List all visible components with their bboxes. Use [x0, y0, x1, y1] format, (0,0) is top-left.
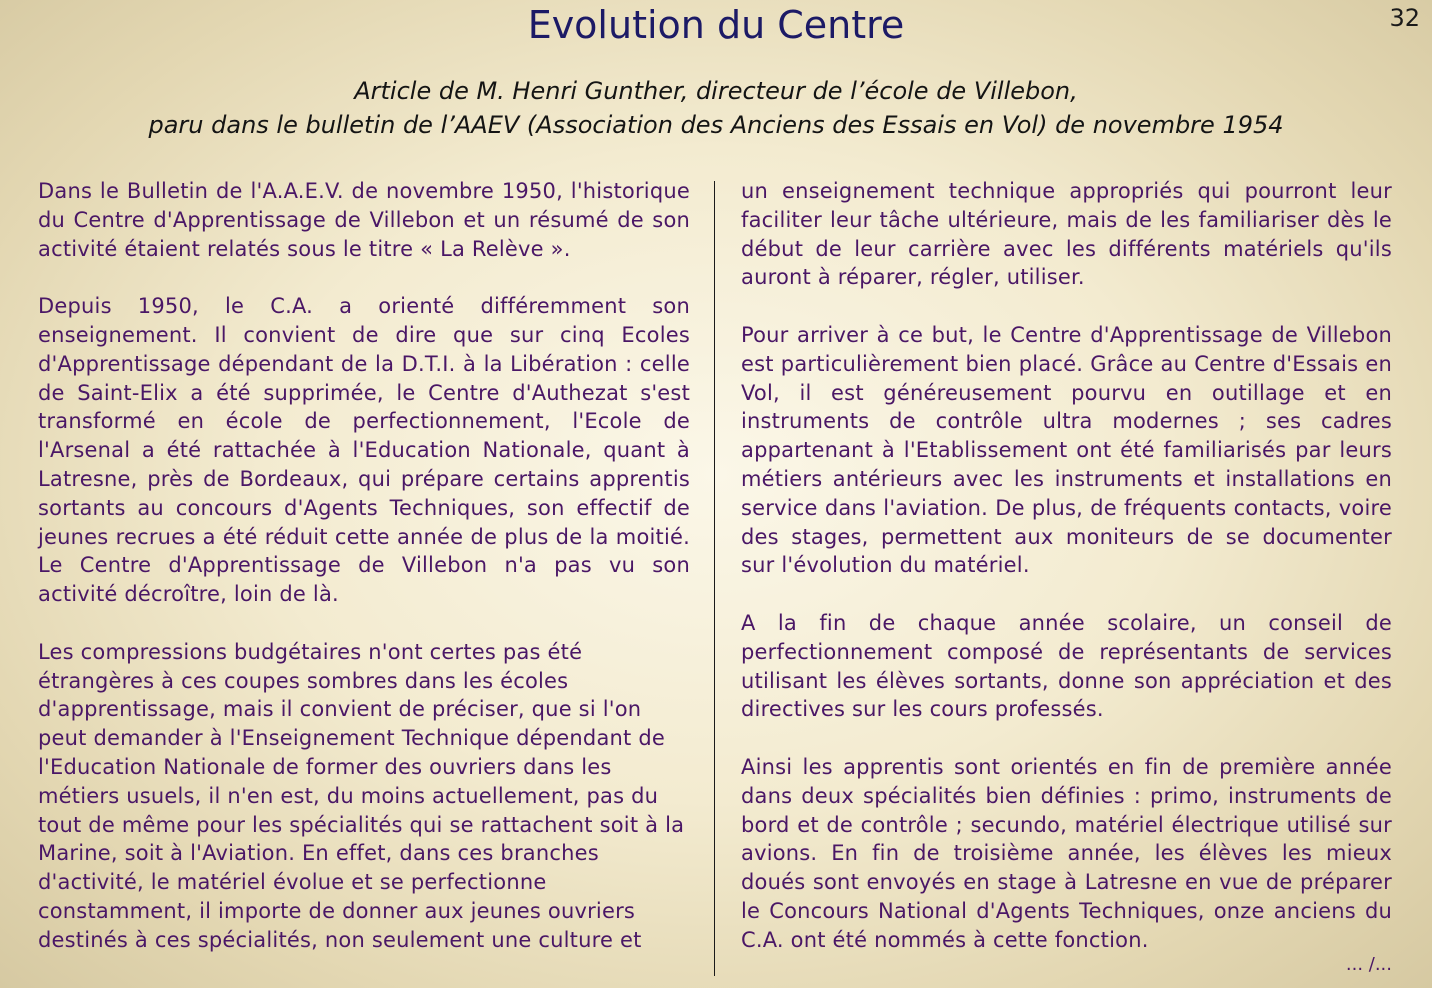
column-divider [714, 181, 715, 976]
paragraph: Ainsi les apprentis sont orientés en fin de première année dans deux spécialités bien définies : primo, instruments de bord et de contrôle ; secundo, matériel électrique utilisé sur avions. En fin de troisième année, les élèves les mieux doués sont envoyés en stage à Latresne en vue de préparer le Concours National d'Agents Techniques, onze anciens du C.A. ont été nommés à cette fonction. [741, 754, 1392, 952]
paragraph: A la fin de chaque année scolaire, un conseil de perfectionnement composé de représentants de services utilisant les élèves sortants, donne son appréciation et des directives sur les cours professés. [741, 610, 1392, 722]
paragraph: Les compressions budgétaires n'ont certes pas été étrangères à ces coupes sombres dans les écoles d'apprentissage, mais il convient de préciser, que si l'on peut demander à l'Enseignement Technique dépendant de l'Education Nationale de former des ouvriers dans les métiers usuels, il n'en est, du moins actuellement, pas du tout de même pour les spécialités qui se rattachent soit à la Marine, soit à l'Aviation. En effet, dans ces branches d'activité, le matériel évolue et se perfectionne constamment, il importe de donner aux jeunes ouvriers destinés à ces spécialités, non seulement une culture et [38, 639, 685, 952]
left-column [38, 177, 690, 955]
article-subtitle [0, 74, 1432, 142]
paragraph: Pour arriver à ce but, le Centre d'Apprentissage de Villebon est particulièrement bien placé. Grâce au Centre d'Essais en Vol, il est généreusement pourvu en outillage et en instruments de contrôle ultra modernes ; ses cadres appartenant à l'Etablissement ont été familiarisés par leurs métiers antérieurs avec les instruments et installations en service dans l'aviation. De plus, de fréquents contacts, voire des stages, permettent aux moniteurs de se documenter sur l'évolution du matériel. [741, 322, 1392, 578]
subtitle-line-2: paru dans le bulletin de l’AAEV (Association des Anciens des Essais en Vol) de novembre 1954 [148, 111, 1284, 139]
page-title: Evolution du Centre [527, 3, 905, 47]
right-column [741, 177, 1392, 983]
page-number: 32 [1389, 4, 1420, 32]
paragraph: Dans le Bulletin de l'A.A.E.V. de novembre 1950, l'historique du Centre d'Apprentissage de Villebon et un résumé de son activité étaient relatés sous le titre « La Relève ». [38, 179, 690, 261]
continuation-mark: ... /... [1345, 954, 1392, 975]
subtitle-line-1: Article de M. Henri Gunther, directeur de l’école de Villebon, [354, 77, 1078, 105]
paragraph: Depuis 1950, le C.A. a orienté différemment son enseignement. Il convient de dire que sur cinq Ecoles d'Apprentissage dépendant de la D.T.I. à la Libération : celle de Saint-Elix a été supprimée, le Centre d'Authezat s'est transformé en école de perfectionnement, l'Ecole de l'Arsenal a été rattachée à l'Education Nationale, quant à Latresne, près de Bordeaux, qui prépare certains apprentis sortants au concours d'Agents Techniques, son effectif de jeunes recrues a été réduit cette année de plus de la moitié. Le Centre d'Apprentissage de Villebon n'a pas vu son activité décroître, loin de là. [38, 294, 690, 607]
paragraph: un enseignement technique appropriés qui pourront leur faciliter leur tâche ultérieure, mais de les familiariser dès le début de leur carrière avec les différents matériels qu'ils auront à réparer, régler, utiliser. [741, 179, 1392, 290]
